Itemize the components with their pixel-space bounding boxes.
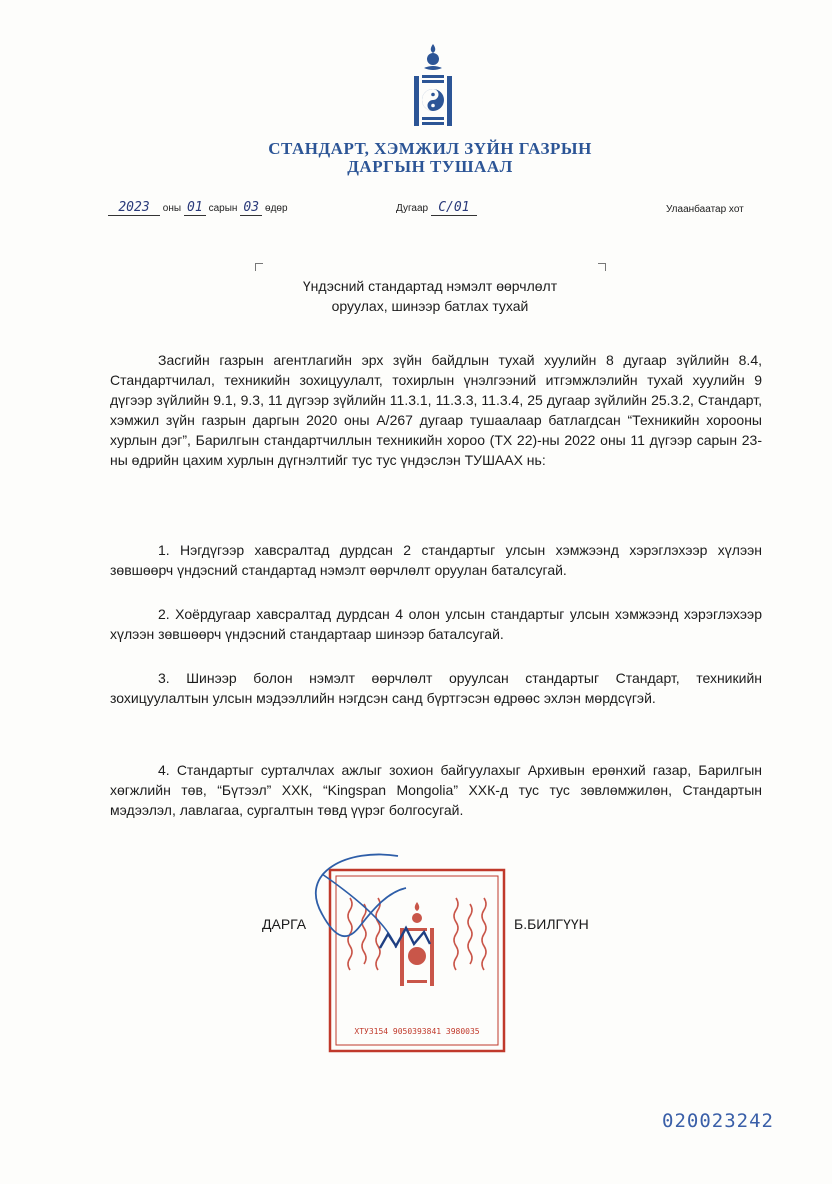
item-3-text: 3. Шинээр болон нэмэлт өөрчлөлт оруулсан стандартыг Стандарт, техникийн зохицуулалтын улсын мэдээллийн нэгдсэн санд бүртгэсэн өдрөөс эхлэн мөрдсүгэй. [110, 670, 762, 706]
order-number-line [396, 200, 477, 216]
item-1-text: 1. Нэгдүгээр хавсралтад дурдсан 2 стандартыг улсын хэмжээнд хэрэглэхээр хүлээн зөвшөөрч үндэсний стандартад нэмэлт өөрчлөлт оруулан баталсугай. [110, 542, 762, 578]
city-label: Улаанбаатар хот [666, 204, 744, 215]
subject-line-1: Үндэсний стандартад нэмэлт өөрчлөлт [302, 278, 558, 294]
month-value: 01 [184, 200, 206, 216]
subject-line-2: оруулах, шинээр батлах тухай [331, 298, 529, 314]
stamp-codes: ХТУ3154 9050393841 3980035 [354, 1027, 480, 1036]
title-line-2: ДАРГЫН ТУШААЛ [347, 157, 513, 176]
order-item-4 [110, 760, 762, 820]
organization-title [180, 140, 680, 176]
order-item-3 [110, 668, 762, 708]
preamble-paragraph [110, 350, 762, 470]
document-serial-number: 020023242 [662, 1110, 774, 1132]
soyombo-emblem [410, 42, 456, 130]
subject-corner-left [255, 263, 263, 271]
handwritten-signature [288, 852, 468, 962]
order-item-2 [110, 604, 762, 644]
number-label: Дугаар [396, 203, 429, 214]
day-value: 03 [240, 200, 262, 216]
subject-corner-right [598, 263, 606, 271]
order-subject [240, 276, 620, 316]
preamble-text: Засгийн газрын агентлагийн эрх зүйн байдлын тухай хуулийн 8 дугаар зүйлийн 8.4, Стандартчилал, техникийн зохицуулалт, тохирлын үнэлгээний итгэмжлэлийн тухай хуулийн 9 дүгээр зүйлийн 9.1, 9.3, 11 дүгээр зүйлийн 11.3.1, 11.3.3, 11.3.4, 25 дугаар зүйлийн 25.3.2, Стандарт, хэмжил зүйн газрын даргын 2020 оны А/267 дугаар тушаалаар батлагдсан “Техникийн хорооны хурлын дэг”, Барилгын стандартчиллын техникийн хороо (ТХ 22)-ны 2022 оны 11 дүгээр сарын 23-ны өдрийн цахим хурлын дүгнэлтийг тус тус үндэслэн ТУШААХ нь: [110, 352, 762, 468]
signatory-name: Б.БИЛГҮҮН [514, 916, 589, 932]
date-line [108, 200, 288, 216]
signatory-position: ДАРГА [262, 916, 307, 932]
year-label: оны [162, 203, 182, 214]
item-4-text: 4. Стандартыг сурталчлах ажлыг зохион байгуулахыг Архивын ерөнхий газар, Барилгын хөгжлийн төв, “Бүтээл” ХХК, “Kingspan Mongolia” ХХК-д тус тус зөвлөмжилөн, Стандартын мэдээлэл, лавлагаа, сургалтын төвд үүрэг болгосугай. [110, 762, 762, 818]
title-line-1: СТАНДАРТ, ХЭМЖИЛ ЗҮЙН ГАЗРЫН [268, 139, 592, 158]
item-2-text: 2. Хоёрдугаар хавсралтад дурдсан 4 олон улсын стандартыг улсын хэмжээнд хэрэглэхээр хүлээн зөвшөөрч үндэсний стандартаар шинээр баталсугай. [110, 606, 762, 642]
day-label: өдөр [265, 203, 288, 214]
month-label: сарын [208, 203, 238, 214]
number-value: С/01 [431, 200, 477, 216]
year-value: 2023 [108, 200, 160, 216]
order-item-1 [110, 540, 762, 580]
